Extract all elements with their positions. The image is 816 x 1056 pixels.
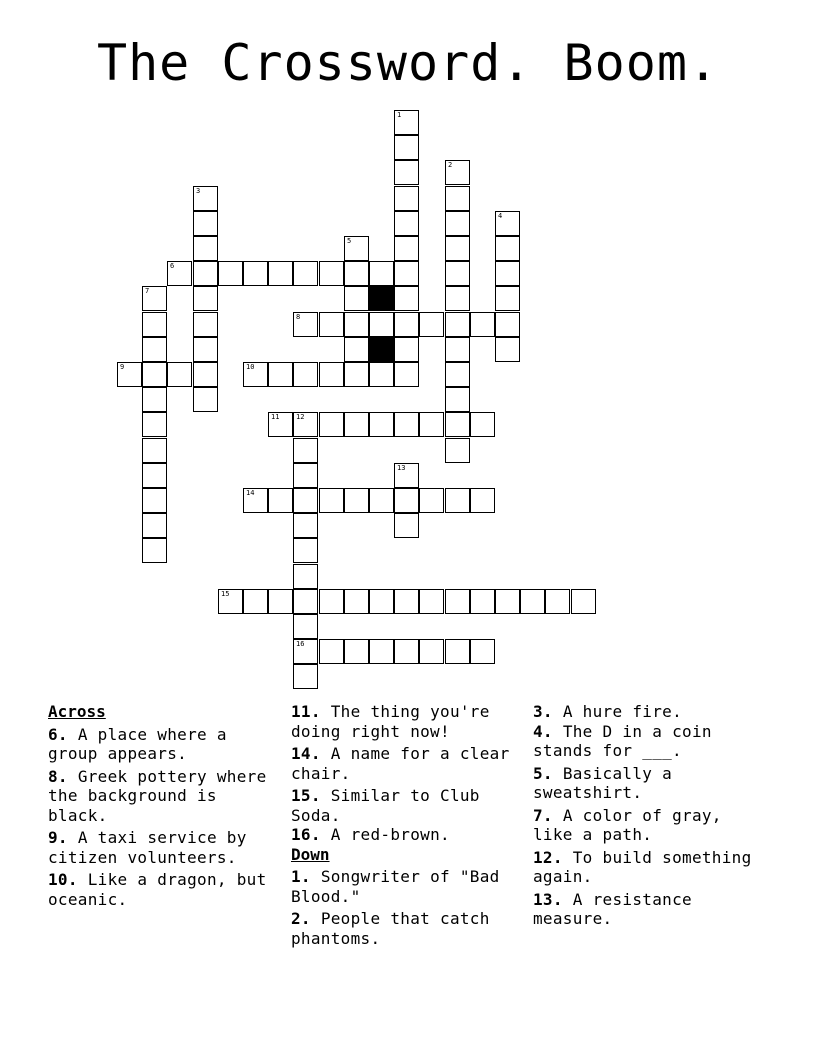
grid-cell[interactable]: [293, 362, 318, 387]
grid-cell[interactable]: [445, 387, 470, 412]
clue-text: A color of gray, like a path.: [533, 805, 722, 844]
clue-number: 15.: [291, 786, 321, 805]
clue-text: Like a dragon, but oceanic.: [48, 870, 267, 909]
clues-column-3: [533, 702, 769, 932]
clues-column-1: [48, 702, 284, 912]
clue-text: A name for a clear chair.: [291, 744, 510, 783]
grid-cell[interactable]: [243, 261, 268, 286]
grid-cell[interactable]: [394, 639, 419, 664]
grid-cell[interactable]: [344, 236, 369, 261]
grid-cell[interactable]: [470, 488, 495, 513]
grid-cell[interactable]: [394, 236, 419, 261]
clue-across-15: [291, 786, 527, 825]
clue-text: The thing you're doing right now!: [291, 702, 490, 741]
grid-cell[interactable]: [369, 639, 394, 664]
grid-cell[interactable]: [419, 412, 444, 437]
grid-cell[interactable]: [394, 261, 419, 286]
grid-cell[interactable]: [394, 186, 419, 211]
clue-number-label: 3: [196, 187, 201, 195]
grid-cell[interactable]: [369, 312, 394, 337]
clue-number: 13.: [533, 889, 563, 909]
clue-down-3: [533, 702, 769, 722]
grid-cell[interactable]: [344, 362, 369, 387]
clue-number: 6.: [48, 724, 68, 744]
down-heading: Down: [291, 844, 330, 864]
grid-cell[interactable]: [142, 463, 167, 488]
grid-cell[interactable]: [193, 211, 218, 236]
grid-cell[interactable]: [495, 236, 520, 261]
grid-cell[interactable]: [445, 261, 470, 286]
grid-cell[interactable]: [495, 286, 520, 311]
grid-cell[interactable]: [344, 261, 369, 286]
grid-cell[interactable]: [419, 312, 444, 337]
grid-cell[interactable]: [571, 589, 596, 614]
clue-down-12: [533, 848, 769, 887]
grid-cell[interactable]: [344, 639, 369, 664]
grid-cell[interactable]: [319, 639, 344, 664]
grid-cell[interactable]: [293, 312, 318, 337]
clue-number-label: 12: [296, 413, 305, 421]
grid-cell[interactable]: [293, 488, 318, 513]
grid-cell[interactable]: [369, 261, 394, 286]
grid-cell[interactable]: [369, 412, 394, 437]
clue-number-label: 2: [448, 161, 453, 169]
clue-number: 2.: [291, 909, 311, 928]
grid-cell[interactable]: [193, 236, 218, 261]
grid-cell[interactable]: [193, 186, 218, 211]
clue-number: 16.: [291, 825, 321, 844]
clue-across-10: [48, 870, 284, 909]
clue-down-5: [533, 764, 769, 803]
grid-cell[interactable]: [293, 412, 318, 437]
clue-across-9: [48, 828, 284, 867]
clue-across-16: [291, 825, 527, 845]
grid-cell[interactable]: [470, 639, 495, 664]
grid-cell[interactable]: [117, 362, 142, 387]
grid-cell[interactable]: [470, 412, 495, 437]
clue-number-label: 13: [397, 464, 406, 472]
grid-cell[interactable]: [419, 488, 444, 513]
across-heading: Across: [48, 702, 106, 721]
grid-cell[interactable]: [167, 261, 192, 286]
grid-cell[interactable]: [419, 639, 444, 664]
clue-number: 11.: [291, 702, 321, 721]
grid-cell[interactable]: [142, 438, 167, 463]
clue-number-label: 4: [498, 212, 503, 220]
black-square: [369, 337, 394, 362]
clue-number: 7.: [533, 805, 553, 825]
grid-cell[interactable]: [520, 589, 545, 614]
clue-down-1: [291, 867, 527, 906]
grid-cell[interactable]: [142, 488, 167, 513]
grid-cell[interactable]: [142, 538, 167, 563]
grid-cell[interactable]: [243, 362, 268, 387]
clue-number: 10.: [48, 870, 78, 889]
grid-cell[interactable]: [445, 160, 470, 185]
clue-number-label: 15: [221, 590, 230, 598]
clue-across-11: [291, 702, 527, 741]
grid-cell[interactable]: [369, 488, 394, 513]
clue-down-4: [533, 722, 769, 761]
grid-cell[interactable]: [218, 589, 243, 614]
clue-across-14: [291, 744, 527, 783]
grid-cell[interactable]: [445, 337, 470, 362]
grid-cell[interactable]: [142, 362, 167, 387]
clue-down-7: [533, 806, 769, 845]
grid-cell[interactable]: [293, 538, 318, 563]
grid-cell[interactable]: [319, 261, 344, 286]
clue-number: 8.: [48, 766, 68, 786]
grid-cell[interactable]: [193, 387, 218, 412]
clue-number-label: 1: [397, 111, 402, 119]
grid-cell[interactable]: [445, 236, 470, 261]
grid-cell[interactable]: [193, 362, 218, 387]
grid-cell[interactable]: [394, 160, 419, 185]
grid-cell[interactable]: [344, 589, 369, 614]
clue-number: 5.: [533, 763, 553, 783]
clue-number-label: 14: [246, 489, 255, 497]
grid-cell[interactable]: [445, 286, 470, 311]
grid-cell[interactable]: [319, 412, 344, 437]
grid-cell[interactable]: [142, 387, 167, 412]
clue-text: Greek pottery where the background is black.: [48, 766, 267, 825]
clue-text: Songwriter of "Bad Blood.": [291, 867, 500, 906]
grid-cell[interactable]: [193, 286, 218, 311]
grid-cell[interactable]: [268, 362, 293, 387]
clue-text: A hure fire.: [562, 702, 683, 721]
grid-cell[interactable]: [495, 211, 520, 236]
grid-cell[interactable]: [142, 286, 167, 311]
grid-cell[interactable]: [142, 513, 167, 538]
grid-cell[interactable]: [293, 589, 318, 614]
clue-text: A taxi service by citizen volunteers.: [48, 828, 247, 867]
grid-cell[interactable]: [293, 564, 318, 589]
grid-cell[interactable]: [495, 589, 520, 614]
grid-cell[interactable]: [243, 488, 268, 513]
grid-cell[interactable]: [344, 488, 369, 513]
grid-cell[interactable]: [268, 412, 293, 437]
grid-cell[interactable]: [394, 488, 419, 513]
clue-number-label: 10: [246, 363, 255, 371]
grid-cell[interactable]: [394, 286, 419, 311]
grid-cell[interactable]: [394, 463, 419, 488]
grid-cell[interactable]: [495, 337, 520, 362]
clue-number: 1.: [291, 867, 311, 886]
grid-cell[interactable]: [470, 589, 495, 614]
clue-number-label: 6: [170, 262, 175, 270]
grid-cell[interactable]: [293, 513, 318, 538]
grid-cell[interactable]: [445, 362, 470, 387]
grid-cell[interactable]: [394, 135, 419, 160]
grid-cell[interactable]: [293, 614, 318, 639]
grid-cell[interactable]: [193, 337, 218, 362]
grid-cell[interactable]: [268, 589, 293, 614]
clue-text: The D in a coin stands for ___.: [533, 721, 712, 760]
grid-cell[interactable]: [319, 589, 344, 614]
clue-down-2: [291, 909, 527, 948]
clue-text: A resistance measure.: [533, 889, 692, 928]
grid-cell[interactable]: [445, 639, 470, 664]
grid-cell[interactable]: [419, 589, 444, 614]
grid-cell[interactable]: [193, 261, 218, 286]
clue-text: Basically a sweatshirt.: [533, 763, 673, 802]
grid-cell[interactable]: [293, 664, 318, 689]
grid-cell[interactable]: [268, 488, 293, 513]
grid-cell[interactable]: [495, 261, 520, 286]
grid-cell[interactable]: [142, 312, 167, 337]
grid-cell[interactable]: [193, 312, 218, 337]
grid-cell[interactable]: [445, 312, 470, 337]
clue-text: To build something again.: [533, 847, 752, 886]
clue-number-label: 9: [120, 363, 125, 371]
grid-cell[interactable]: [344, 412, 369, 437]
grid-cell[interactable]: [369, 589, 394, 614]
grid-cell[interactable]: [142, 412, 167, 437]
clue-number: 12.: [533, 847, 563, 867]
clue-text: A place where a group appears.: [48, 724, 227, 763]
clue-number-label: 5: [347, 237, 352, 245]
grid-cell[interactable]: [394, 110, 419, 135]
grid-cell[interactable]: [394, 362, 419, 387]
grid-cell[interactable]: [495, 312, 520, 337]
grid-cell[interactable]: [293, 438, 318, 463]
grid-cell[interactable]: [445, 186, 470, 211]
grid-cell[interactable]: [470, 312, 495, 337]
grid-cell[interactable]: [218, 261, 243, 286]
clue-across-6: [48, 725, 284, 764]
grid-cell[interactable]: [394, 412, 419, 437]
clue-down-13: [533, 890, 769, 929]
clue-number-label: 11: [271, 413, 280, 421]
clue-text: A red-brown.: [330, 825, 450, 844]
grid-cell[interactable]: [445, 488, 470, 513]
grid-cell[interactable]: [344, 286, 369, 311]
grid-cell[interactable]: [394, 337, 419, 362]
black-square: [369, 286, 394, 311]
grid-cell[interactable]: [293, 639, 318, 664]
clue-number: 9.: [48, 828, 68, 847]
grid-cell[interactable]: [142, 337, 167, 362]
clue-number-label: 7: [145, 287, 150, 295]
clue-number: 3.: [533, 702, 553, 721]
grid-cell[interactable]: [293, 261, 318, 286]
grid-cell[interactable]: [394, 312, 419, 337]
grid-cell[interactable]: [293, 463, 318, 488]
grid-cell[interactable]: [394, 513, 419, 538]
clue-across-8: [48, 767, 284, 826]
page-title: The Crossword. Boom.: [96, 34, 720, 92]
grid-cell[interactable]: [243, 589, 268, 614]
grid-cell[interactable]: [344, 312, 369, 337]
grid-cell[interactable]: [394, 589, 419, 614]
grid-cell[interactable]: [545, 589, 570, 614]
clue-text: Similar to Club Soda.: [291, 786, 480, 825]
grid-cell[interactable]: [319, 488, 344, 513]
grid-cell[interactable]: [445, 438, 470, 463]
clue-number-label: 16: [296, 640, 305, 648]
grid-cell[interactable]: [445, 412, 470, 437]
grid-cell[interactable]: [394, 211, 419, 236]
clue-number: 14.: [291, 744, 321, 763]
grid-cell[interactable]: [445, 589, 470, 614]
grid-cell[interactable]: [344, 337, 369, 362]
grid-cell[interactable]: [319, 362, 344, 387]
clue-text: People that catch phantoms.: [291, 909, 490, 948]
grid-cell[interactable]: [268, 261, 293, 286]
grid-cell[interactable]: [369, 362, 394, 387]
grid-cell[interactable]: [167, 362, 192, 387]
grid-cell[interactable]: [319, 312, 344, 337]
clue-number-label: 8: [296, 313, 301, 321]
grid-cell[interactable]: [445, 211, 470, 236]
clue-number: 4.: [533, 721, 553, 741]
clues-column-2: [291, 702, 527, 951]
